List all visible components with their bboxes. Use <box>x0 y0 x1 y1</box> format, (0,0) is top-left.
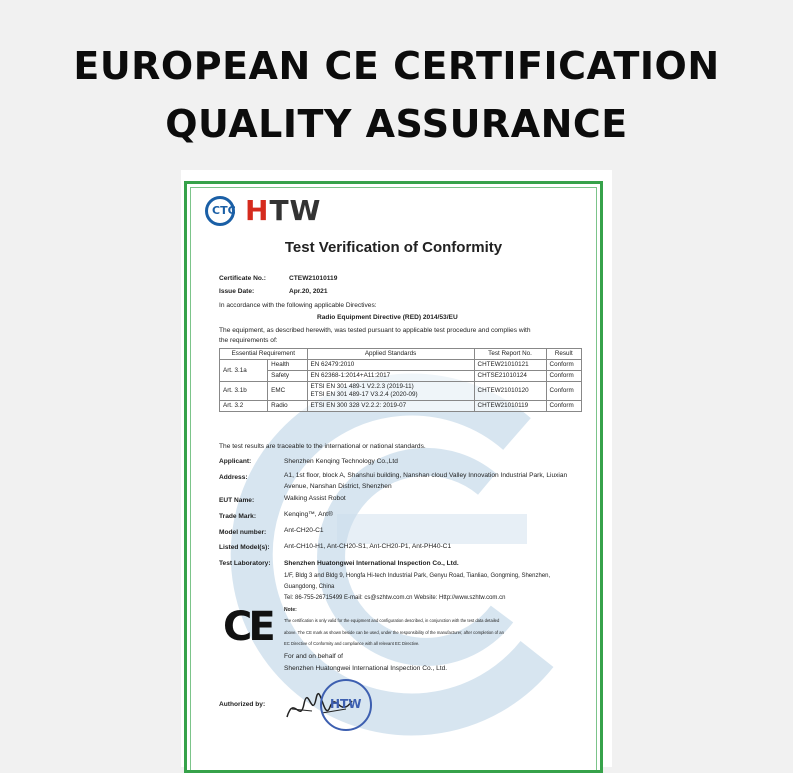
col-header: Result <box>546 349 581 360</box>
banner-title-line-2: QUALITY ASSURANCE <box>165 102 628 146</box>
col-header: Essential Requirement <box>220 349 308 360</box>
lab-address-1: 1/F, Bldg 3 and Bldg 9, Hongfa Hi-tech Industrial Park, Genyu Road, Tianliao, Gongming, Shenzhen, <box>284 573 551 579</box>
cell: Health <box>268 360 307 371</box>
note-line-2: above. The CE mark as shown beside can be used, under the responsibility of the manufacturer, after completion of an <box>284 630 504 635</box>
address-line-2: Avenue, Nanshan District, Shenzhen <box>284 483 392 490</box>
table-row <box>220 401 582 412</box>
directives-intro: In accordance with the following applicable Directives: <box>219 302 377 309</box>
cell: EN 62479:2010 <box>307 360 474 371</box>
model-label: Model number: <box>219 529 267 536</box>
cell: Conform <box>546 371 581 382</box>
trademark-label: Trade Mark: <box>219 513 257 520</box>
cell: Conform <box>546 382 581 401</box>
note-line-1: The certification is only valid for the equipment and configuration described, in conjunction with the test data detailed <box>284 618 500 623</box>
cell: Art. 3.1a <box>220 360 268 382</box>
note-label: Note: <box>284 607 297 613</box>
table-row <box>220 371 582 382</box>
note-line-3: EC Directive of Conformity and compliance with all relevant EC Directive. <box>284 641 420 646</box>
applicant-value: Shenzhen Kenqing Technology Co.,Ltd <box>284 458 398 465</box>
traceable-text: The test results are traceable to the international or national standards. <box>219 443 426 450</box>
behalf-line-1: For and on behalf of <box>284 653 344 660</box>
authorized-label: Authorized by: <box>219 701 266 708</box>
cell: Art. 3.1b <box>220 382 268 401</box>
listed-models-value: Ant-CH10-H1, Ant-CH20-S1, Ant-CH20-P1, Ant-PH40-C1 <box>284 543 452 550</box>
signature-icon <box>282 689 362 729</box>
trademark-value: Kenqing™, Ant® <box>284 511 333 518</box>
cell: Safety <box>268 371 307 382</box>
lab-label: Test Laboratory: <box>219 560 271 567</box>
equipment-text-2: the requirements of: <box>219 337 278 344</box>
table-header-row <box>220 349 582 360</box>
behalf-line-2: Shenzhen Huatongwei International Inspection Co., Ltd. <box>284 665 448 672</box>
certificate-title: Test Verification of Conformity <box>284 239 503 256</box>
lab-name: Shenzhen Huatongwei International Inspection Co., Ltd. <box>284 560 459 567</box>
eut-value: Walking Assist Robot <box>284 495 346 502</box>
cell: CHTSE21010124 <box>474 371 546 382</box>
issue-date-value: Apr.20, 2021 <box>289 288 328 295</box>
ce-mark-icon: CE <box>223 604 272 650</box>
address-label: Address: <box>219 474 248 481</box>
cell: EMC <box>268 382 307 401</box>
cell: Art. 3.2 <box>220 401 268 412</box>
cell: CHTEW21010119 <box>474 401 546 412</box>
listed-models-label: Listed Model(s): <box>219 544 270 551</box>
ctc-logo-icon: CTC <box>205 196 235 226</box>
cell: EN 62368-1:2014+A11:2017 <box>307 371 474 382</box>
cell: ETSI EN 301 489-1 V2.2.3 (2019-11) ETSI EN 301 489-17 V3.2.4 (2020-09) <box>307 382 474 401</box>
address-line-1: A1, 1st floor, block A, Shanshui building, Nanshan cloud Valley Innovation Industrial Park, Liuxian <box>284 472 568 479</box>
watermark-logo-icon <box>187 184 600 770</box>
cell: Conform <box>546 401 581 412</box>
issue-date-label: Issue Date: <box>219 288 255 295</box>
applicant-label: Applicant: <box>219 458 252 465</box>
cell: ETSI EN 300 328 V2.2.2: 2019-07 <box>307 401 474 412</box>
certificate-frame: CTC HTW Test Verification of Conformity Certificate No.: CTEW21010119 Issue Date: Apr.20, 2021 In accordance with the following applicable Directives: Radio Equipment Directive (RED) 2014/53/EU The equipment, as described herewith, was tested pursuant to applicable test procedure and complies with the requirements of: Essential Requirement Applied Standards Test Report No. Result Art. 3.1a Health EN 62479:2010 CHTEW21010121 Conform Safety EN 62368-1:2014+A11:2017 CHTSE21010124 Conform Art. 3.1b EMC ETSI EN 301 489-1 V2.2.3 (2019-11) ETSI EN 301 489-17 V3.2.4 (2020-09) CHTEW21010120 Conform Art. 3.2 Radio ETSI EN 300 328 V2.2.2: 2019-07 CHTEW21010119 Conform The test results are traceable to the international or national standards. Applicant: Shenzhen Kenqing Technology Co.,Ltd Address: A1, 1st floor, block A, Shanshui building, Nanshan cloud Valley Innovation Industrial Park, Liuxian Avenue, Nanshan District, Shenzhen EUT Name: Walking Assist Robot Trade Mark: Kenqing™, Ant® Model number: Ant-CH20-C1 Listed Model(s): Ant-CH10-H1, Ant-CH20-S1, Ant-CH20-P1, Ant-PH40-C1 Test Laboratory: Shenzhen Huatongwei International Inspection Co., Ltd. 1/F, Bldg 3 and Bldg 9, Hongfa Hi-tech Industrial Park, Genyu Road, Tianliao, Gongming, Shenzhen, Guangdong, China Tel: 86-755-26715499 E-mail: cs@szhtw.com.cn Website: Http://www.szhtw.com.cn Note: The certification is only valid for the equipment and configuration described, in conjunction with the test data detailed above. The CE mark as shown beside can be used, under the responsibility of the manufacturer, after completion of an EC Directive of Conformity and compliance with all relevant EC Directive. CE For and on behalf of Shenzhen Huatongwei International Inspection Co., Ltd. Authorized by: HTW <box>184 181 603 773</box>
cell: CHTEW21010121 <box>474 360 546 371</box>
equipment-text-1: The equipment, as described herewith, was tested pursuant to applicable test procedure and complies with <box>219 327 531 334</box>
lab-contact: Tel: 86-755-26715499 E-mail: cs@szhtw.com.cn Website: Http://www.szhtw.com.cn <box>284 595 506 601</box>
standards-table <box>219 348 582 412</box>
cell: Conform <box>546 360 581 371</box>
banner-title-line-1: EUROPEAN CE CERTIFICATION <box>73 44 720 88</box>
cell: CHTEW21010120 <box>474 382 546 401</box>
directive-name: Radio Equipment Directive (RED) 2014/53/EU <box>317 314 458 321</box>
lab-address-2: Guangdong, China <box>284 584 335 590</box>
eut-label: EUT Name: <box>219 497 255 504</box>
model-value: Ant-CH20-C1 <box>284 527 324 534</box>
cert-no-label: Certificate No.: <box>219 275 266 282</box>
company-stamp-icon: HTW <box>320 679 372 731</box>
certificate-image <box>181 170 612 767</box>
table-row <box>220 360 582 371</box>
table-row <box>220 382 582 401</box>
cell: Radio <box>268 401 307 412</box>
col-header: Test Report No. <box>474 349 546 360</box>
col-header: Applied Standards <box>307 349 474 360</box>
cert-no-value: CTEW21010119 <box>289 275 338 282</box>
